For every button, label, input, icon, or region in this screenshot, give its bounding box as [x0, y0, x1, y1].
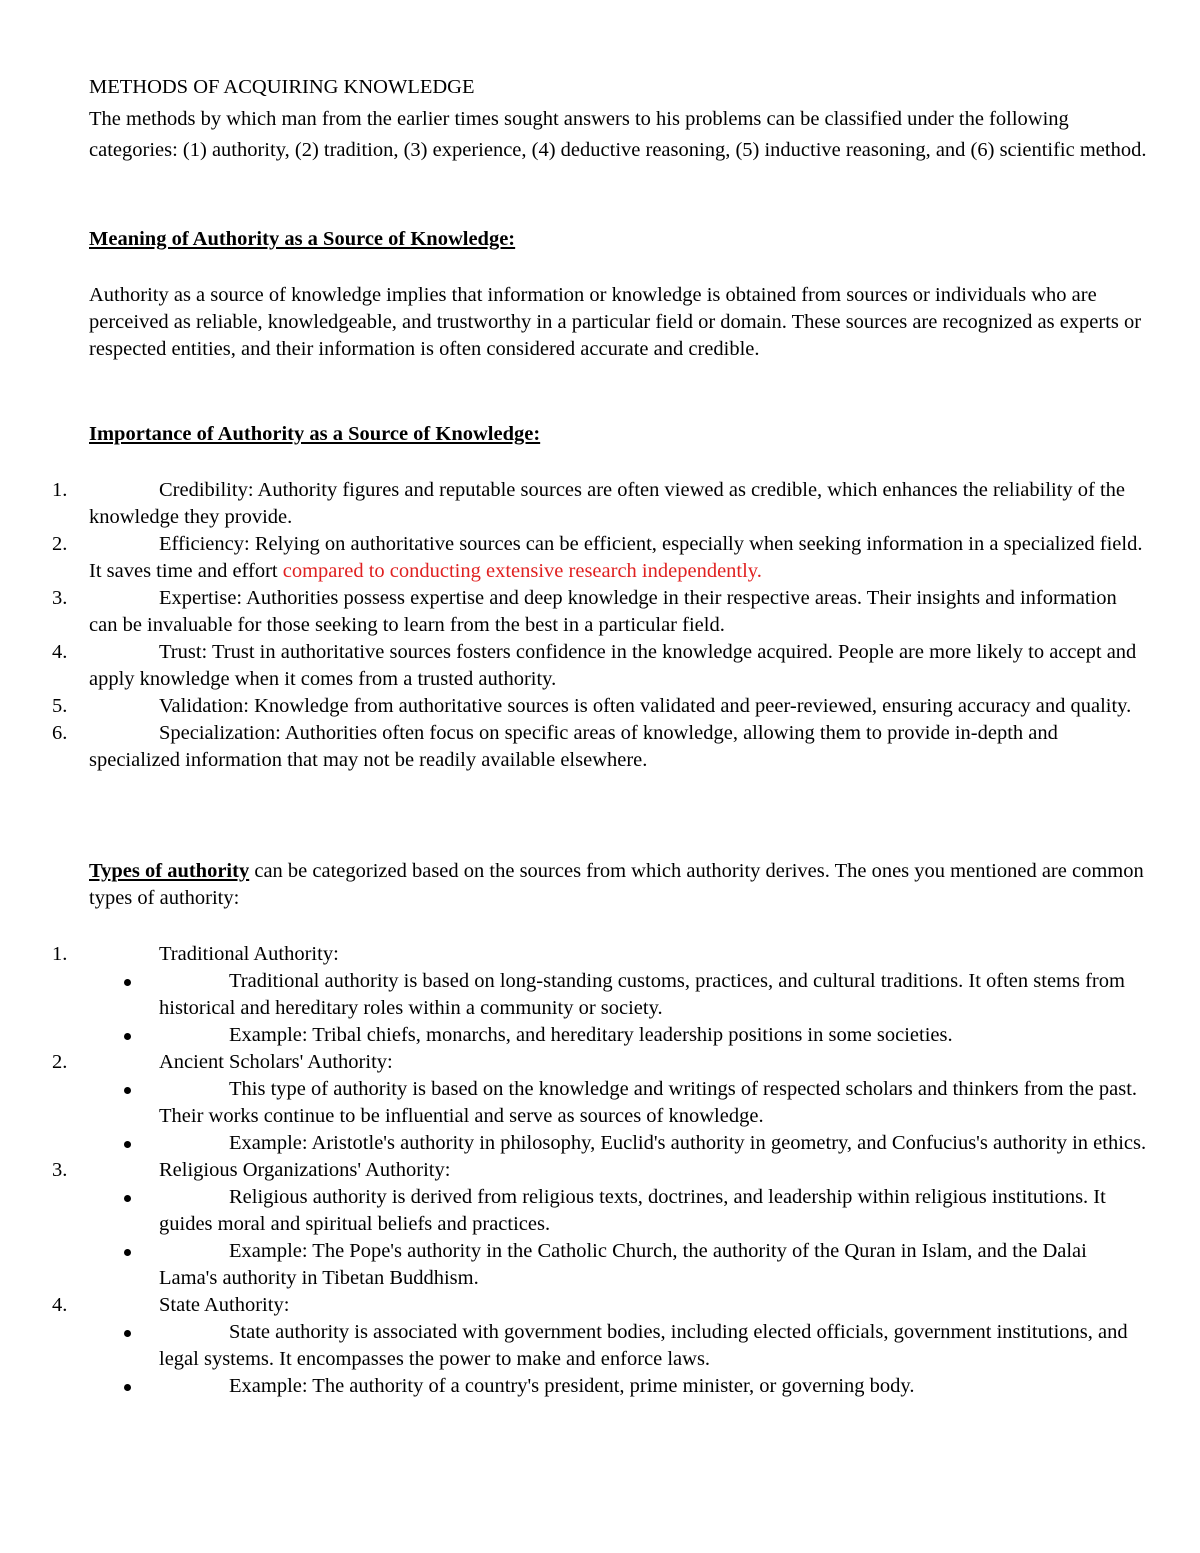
bullet-item: Religious authority is derived from religious texts, doctrines, and leadership within religious institutions. It guides moral and spiritual beliefs and practices. — [0, 1184, 1150, 1238]
meaning-heading: Meaning of Authority as a Source of Knowledge: — [89, 228, 516, 250]
list-item-text: Credibility: Authority figures and reputable sources are often viewed as credible, which enhances the reliability of the knowledge they provide. — [89, 479, 1126, 528]
type-item — [0, 941, 1150, 1049]
importance-list — [0, 477, 1150, 774]
bullet-item: Example: The authority of a country's president, prime minister, or governing body. — [0, 1373, 1150, 1400]
bullet-icon — [124, 979, 131, 986]
highlighted-text: compared to conducting extensive research independently. — [282, 560, 762, 582]
list-number: 2. — [52, 1051, 68, 1073]
list-number: 4. — [52, 1294, 68, 1316]
type-item — [0, 1157, 1150, 1292]
bullet-icon — [124, 1195, 131, 1202]
list-number: 3. — [52, 1159, 68, 1181]
list-number: 5. — [52, 695, 68, 717]
list-item-text: Validation: Knowledge from authoritative sources is often validated and peer-reviewed, ensuring accuracy and quality. — [159, 695, 1132, 717]
bullet-list — [0, 1184, 1150, 1292]
type-label: Ancient Scholars' Authority: — [159, 1051, 393, 1073]
list-item-text: Efficiency: Relying on authoritative sources can be efficient, especially when seeking information in a specialized field. It saves time and effort — [89, 533, 1143, 582]
bullet-item: Example: The Pope's authority in the Catholic Church, the authority of the Quran in Islam, and the Dalai Lama's authority in Tibetan Buddhism. — [0, 1238, 1150, 1292]
list-item-text: Trust: Trust in authoritative sources fosters confidence in the knowledge acquired. People are more likely to accept and apply knowledge when it comes from a trusted authority. — [89, 641, 1137, 690]
list-item — [0, 531, 1150, 585]
list-number: 6. — [52, 722, 68, 744]
list-number: 1. — [52, 479, 68, 501]
list-item — [0, 585, 1150, 639]
list-item-text: Specialization: Authorities often focus on specific areas of knowledge, allowing them to provide in-depth and specialized information that may not be readily available elsewhere. — [89, 722, 1058, 771]
type-label: Religious Organizations' Authority: — [159, 1159, 451, 1181]
list-number: 1. — [52, 943, 68, 965]
bullet-list — [0, 1319, 1150, 1400]
bullet-icon — [124, 1384, 131, 1391]
types-intro-text: can be categorized based on the sources from which authority derives. The ones you mentioned are common types of authority: — [89, 860, 1144, 909]
list-item — [0, 477, 1150, 531]
bullet-icon — [124, 1249, 131, 1256]
meaning-paragraph: Authority as a source of knowledge implies that information or knowledge is obtained from sources or individuals who are perceived as reliable, knowledgeable, and trustworthy in a particular field or domain. These sources are recognized as experts or respected entities, and their information is often considered accurate and credible. — [89, 284, 1142, 360]
list-number: 3. — [52, 587, 68, 609]
list-item — [0, 639, 1150, 693]
bullet-list — [0, 1076, 1150, 1157]
bullet-list — [0, 968, 1150, 1049]
types-heading: Types of authority — [89, 860, 250, 882]
list-number: 4. — [52, 641, 68, 663]
type-label: Traditional Authority: — [159, 943, 339, 965]
list-item — [0, 720, 1150, 774]
intro-paragraph: The methods by which man from the earlier times sought answers to his problems can be classified under the following categories: (1) authority, (2) tradition, (3) experience, (4) deductive reasoning, (5) inductive reasoning, and (6) scientific method. — [89, 108, 1147, 161]
type-item — [0, 1292, 1150, 1400]
document-title: METHODS OF ACQUIRING KNOWLEDGE — [89, 76, 475, 98]
bullet-item: Example: Aristotle's authority in philosophy, Euclid's authority in geometry, and Confucius's authority in ethics. — [0, 1130, 1150, 1157]
bullet-icon — [124, 1087, 131, 1094]
bullet-icon — [124, 1141, 131, 1148]
bullet-item: Traditional authority is based on long-standing customs, practices, and cultural traditions. It often stems from historical and hereditary roles within a community or society. — [0, 968, 1150, 1022]
bullet-icon — [124, 1033, 131, 1040]
type-item — [0, 1049, 1150, 1157]
importance-heading: Importance of Authority as a Source of Knowledge: — [89, 423, 541, 445]
list-item — [0, 693, 1150, 720]
bullet-item: State authority is associated with government bodies, including elected officials, government institutions, and legal systems. It encompasses the power to make and enforce laws. — [0, 1319, 1150, 1373]
types-intro-paragraph — [89, 858, 1149, 912]
types-list — [0, 941, 1150, 1400]
type-label: State Authority: — [159, 1294, 290, 1316]
list-item-text: Expertise: Authorities possess expertise and deep knowledge in their respective areas. Their insights and information can be invaluable for those seeking to learn from the best in a particular field. — [89, 587, 1117, 636]
bullet-item: Example: Tribal chiefs, monarchs, and hereditary leadership positions in some societies. — [0, 1022, 1150, 1049]
list-number: 2. — [52, 533, 68, 555]
bullet-item: This type of authority is based on the knowledge and writings of respected scholars and thinkers from the past. Their works continue to be influential and serve as sources of knowledge. — [0, 1076, 1150, 1130]
bullet-icon — [124, 1330, 131, 1337]
